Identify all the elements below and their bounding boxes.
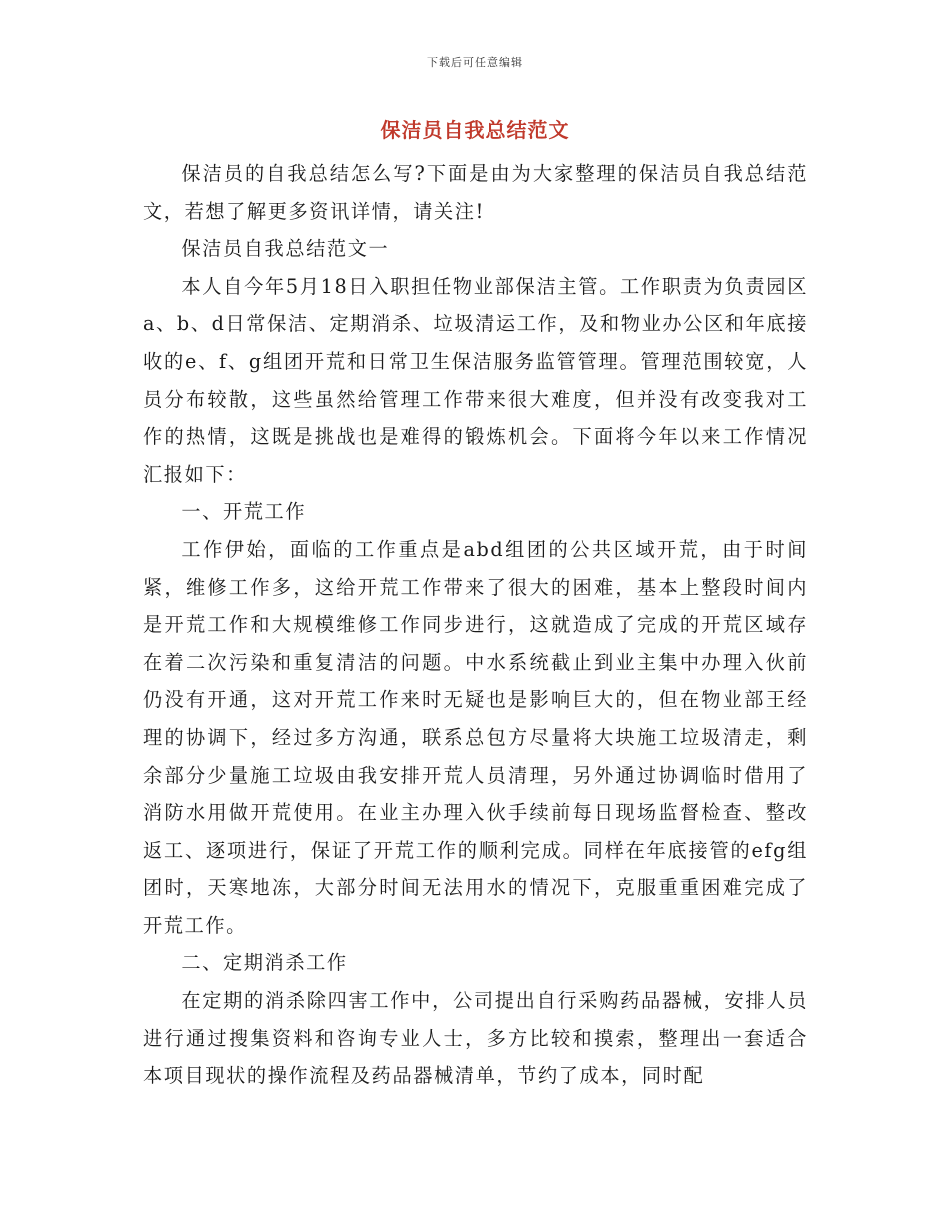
section-heading: 一、开荒工作 (181, 500, 307, 524)
paragraph-intro: 保洁员的自我总结怎么写?下面是由为大家整理的保洁员自我总结范文，若想了解更多资讯详情，请关注! (143, 162, 808, 223)
paragraph-body: 工作伊始，面临的工作重点是abd组团的公共区域开荒，由于时间紧，维修工作多，这给开荒工作带来了很大的困难，基本上整段时间内是开荒工作和大规模维修工作同步进行，这就造成了完成的开荒区域存在着二次污染和重复清洁的问题。中水系统截止到业主集中办理入伙前仍没有开通，这对开荒工作来时无疑也是影响巨大的，但在物业部王经理的协调下，经过多方沟通，联系总包方尽量将大块施工垃圾清走，剩余部分少量施工垃圾由我安排开荒人员清理，另外通过协调临时借用了消防水用做开荒使用。在业主办理入伙手续前每日现场监督检查、整改返工、逐项进行，保证了开荒工作的顺利完成。同样在年底接管的efg组团时，天寒地冻，大部分时间无法用水的情况下，克服重重困难完成了开荒工作。 (143, 537, 808, 937)
paragraph-body: 本人自今年5月18日入职担任物业部保洁主管。工作职责为负责园区a、b、d日常保洁、定期消杀、垃圾清运工作，及和物业办公区和年底接收的e、f、g组团开荒和日常卫生保洁服务监管管理。管理范围较宽，人员分布较散，这些虽然给管理工作带来很大难度，但并没有改变我对工作的热情，这既是挑战也是难得的锻炼机会。下面将今年以来工作情况汇报如下： (143, 274, 808, 486)
paragraph-body: 在定期的消杀除四害工作中，公司提出自行采购药品器械，安排人员进行通过搜集资料和咨询专业人士，多方比较和摸索，整理出一套适合本项目现状的操作流程及药品器械清单，节约了成本，同时配 (143, 989, 808, 1088)
paragraph-subtitle: 保洁员自我总结范文一 (181, 237, 390, 261)
section-heading: 二、定期消杀工作 (181, 951, 348, 975)
document-title: 保洁员自我总结范文 (380, 118, 570, 142)
header-note: 下载后可任意编辑 (427, 56, 523, 69)
document-body (143, 155, 808, 1095)
